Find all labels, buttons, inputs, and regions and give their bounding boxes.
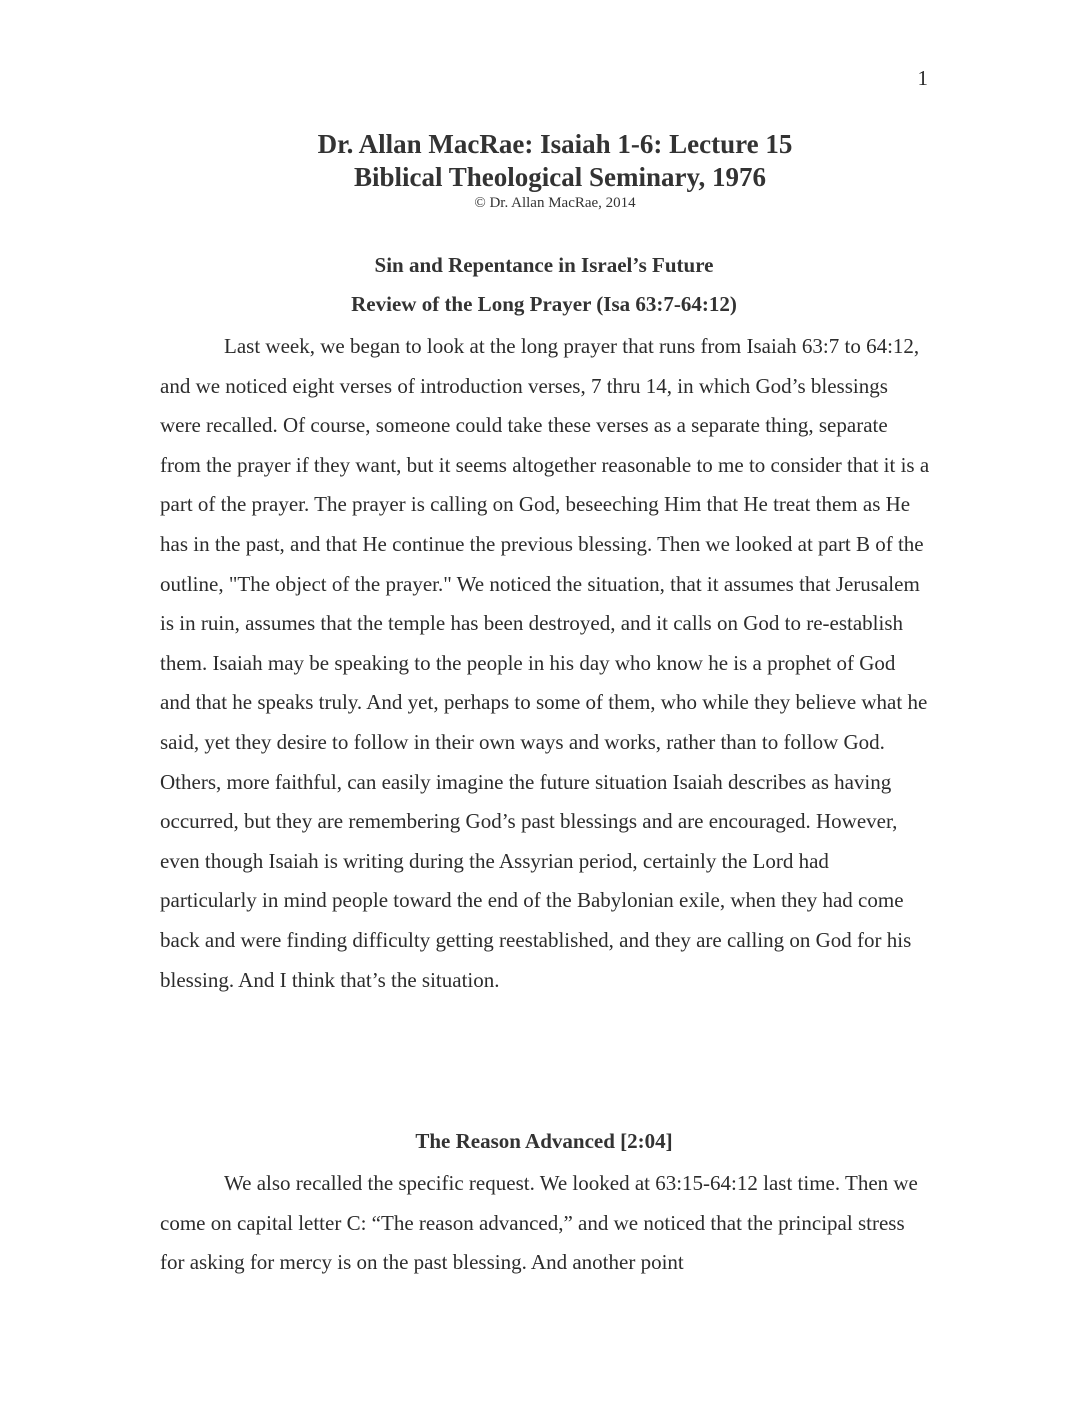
page-number: 1 [917, 66, 928, 90]
lecture-title: Dr. Allan MacRae: Isaiah 1-6: Lecture 15 [317, 129, 793, 159]
body-paragraph: Last week, we began to look at the long prayer that runs from Isaiah 63:7 to 64:12, and we noticed eight verses of introduction verses, 7 thru 14, in which God’s blessings were recalled. Of course, someone could take these verses as a separate thing, separate from the prayer if they want, but it seems altogether reasonable to me to consider that it is a part of the prayer. The prayer is calling on God, beseeching Him that He treat them as He has in the past, and that He continue the previous blessing. Then we looked at part B of the outline, "The object of the prayer." We noticed the situation, that it assumes that Jerusalem is in ruin, assumes that the temple has been destroyed, and it calls on God to re-establish them. Isaiah may be speaking to the people in his day who know he is a prophet of God and that he speaks truly. And yet, perhaps to some of them, who while they believe what he said, yet they desire to follow in their own ways and works, rather than to follow God. Others, more faithful, can easily imagine the future situation Isaiah describes as having occurred, but they are remembering God’s past blessings and are encouraged. However, even though Isaiah is writing during the Assyrian period, certainly the Lord had particularly in mind people toward the end of the Babylonian exile, when they had come back and were finding difficulty getting reestablished, and they are calling on God for his blessing. And I think that’s the situation. [160, 334, 930, 992]
body-paragraph: We also recalled the specific request. We looked at 63:15-64:12 last time. Then we come on capital letter C: “The reason advanced,” and we noticed that the principal stress for asking for mercy is on the past blessing. And another point [160, 1171, 918, 1275]
sub-heading: Review of the Long Prayer (Isa 63:7-64:12) [351, 292, 737, 316]
title-block [0, 128, 1088, 212]
section-heading: The Reason Advanced [2:04] [415, 1129, 673, 1153]
institution-title: Biblical Theological Seminary, 1976 [353, 162, 767, 192]
main-heading: Sin and Repentance in Israel’s Future [374, 253, 714, 277]
copyright-notice: © Dr. Allan MacRae, 2014 [474, 195, 636, 211]
